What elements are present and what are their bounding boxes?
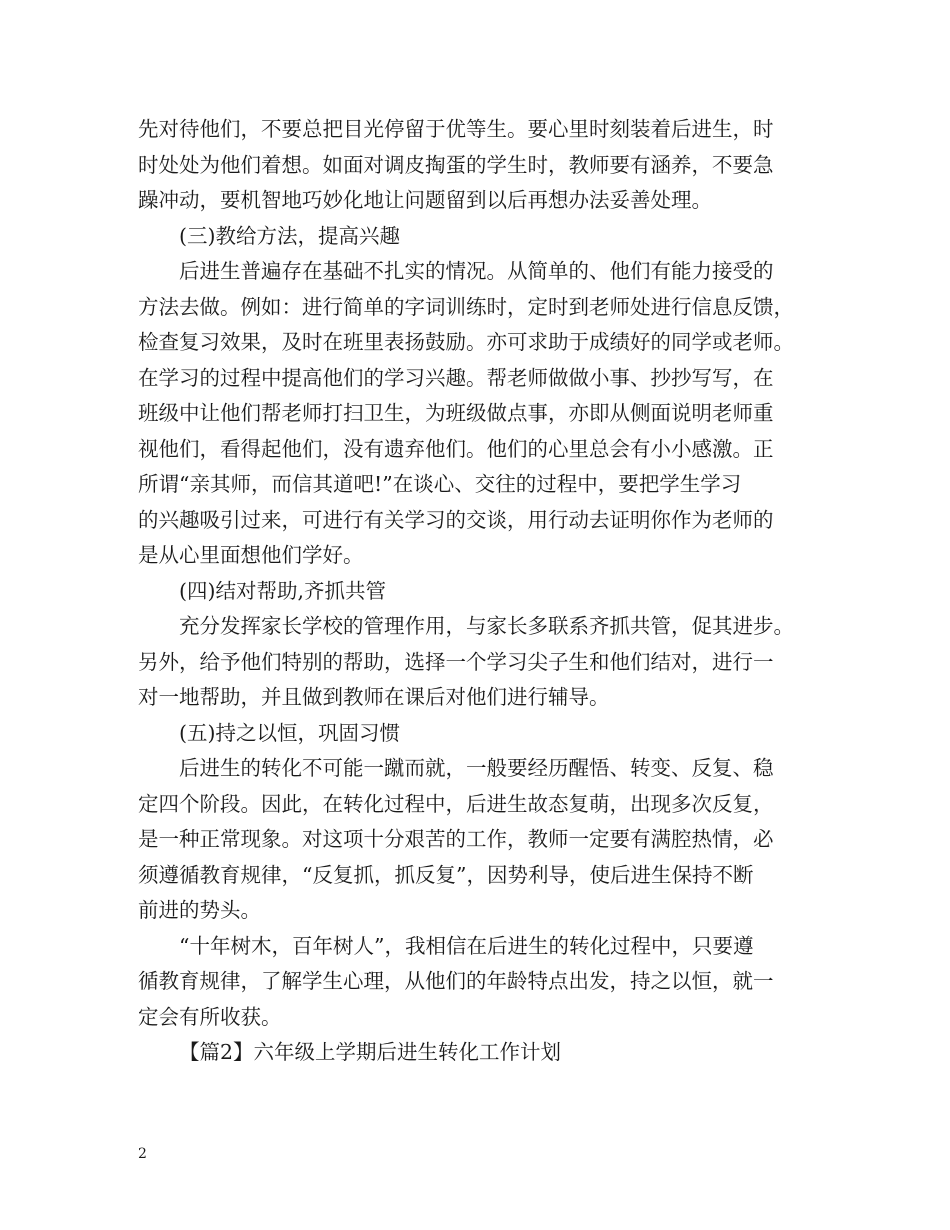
text-line: 定会有所收获。	[138, 1004, 282, 1029]
text-line: 视他们，看得起他们，没有遗弃他们。他们的心里总会有小小感激。正	[138, 436, 774, 461]
text-line: 时处处为他们着想。如面对调皮掏蛋的学生时，教师要有涵养，不要急	[138, 152, 774, 177]
text-line: 先对待他们，不要总把目光停留于优等生。要心里时刻装着后进生，时	[138, 117, 774, 141]
body-text	[138, 112, 818, 1071]
page-number: 2	[138, 1146, 147, 1162]
text-line: 方法去做。例如：进行简单的字词训练时，定时到老师处进行信息反馈，	[138, 294, 794, 319]
text-line: (四)结对帮助,齐抓共管	[179, 578, 387, 603]
text-line: 检查复习效果，及时在班里表扬鼓励。亦可求助于成绩好的同学或老师。	[138, 330, 794, 354]
text-line: 所谓“亲其师，而信其道吧!”在谈心、交往的过程中，要把学生学习	[138, 472, 742, 496]
text-line: 是从心里面想他们学好。	[138, 543, 364, 567]
text-line: 【篇2】六年级上学期后进生转化工作计划	[179, 1040, 562, 1064]
text-line: (三)教给方法，提高兴趣	[179, 223, 400, 248]
text-line: 后进生的转化不可能一蹴而就，一般要经历醒悟、转变、反复、稳	[179, 756, 774, 780]
text-line: 另外，给予他们特别的帮助，选择一个学习尖子生和他们结对，进行一	[138, 649, 774, 674]
text-line: 是一种正常现象。对这项十分艰苦的工作，教师一定要有满腔热情，必	[138, 827, 774, 851]
text-line: 须遵循教育规律，“反复抓，抓反复”，因势利导，使后进生保持不断	[138, 862, 754, 887]
text-line: (五)持之以恒，巩固习惯	[179, 720, 400, 745]
text-line: 定四个阶段。因此，在转化过程中，后进生故态复萌，出现多次反复，	[138, 791, 774, 816]
text-line: 前进的势头。	[138, 898, 261, 922]
text-line: “十年树木，百年树人”，我相信在后进生的转化过程中，只要遵	[179, 933, 754, 958]
text-line: 循教育规律，了解学生心理，从他们的年龄特点出发，持之以恒，就一	[138, 969, 774, 993]
text-line: 在学习的过程中提高他们的学习兴趣。帮老师做做小事、抄抄写写，在	[138, 365, 774, 390]
text-line: 的兴趣吸引过来，可进行有关学习的交谈，用行动去证明你作为老师的	[138, 507, 774, 532]
text-line: 躁冲动，要机智地巧妙化地让问题留到以后再想办法妥善处理。	[138, 188, 712, 212]
text-line: 对一地帮助，并且做到教师在课后对他们进行辅导。	[138, 685, 610, 709]
text-line: 班级中让他们帮老师打扫卫生，为班级做点事，亦即从侧面说明老师重	[138, 401, 774, 425]
text-line: 充分发挥家长学校的管理作用，与家长多联系齐抓共管，促其进步。	[179, 614, 794, 638]
text-line: 后进生普遍存在基础不扎实的情况。从简单的、他们有能力接受的	[179, 259, 774, 283]
